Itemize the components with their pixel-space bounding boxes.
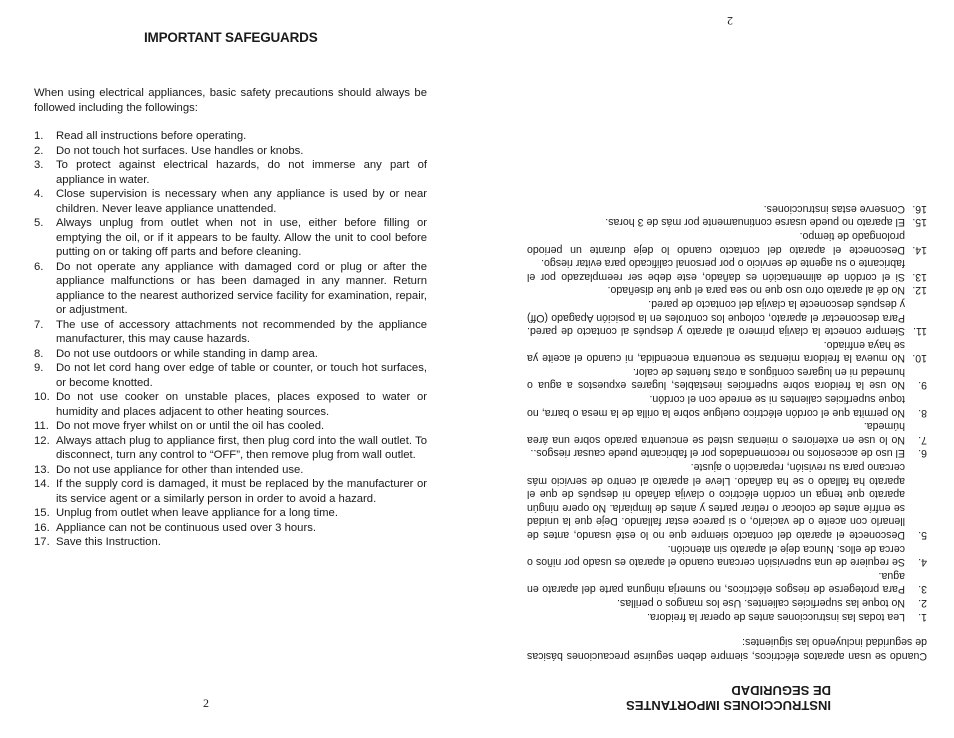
list-item <box>34 129 427 144</box>
item-number: 10. <box>34 391 50 403</box>
list-item <box>34 318 427 347</box>
item-text: Do not use appliance for other than intended use. <box>56 463 304 476</box>
list-item <box>34 477 427 506</box>
item-number: 7. <box>34 318 44 331</box>
item-text: Se requiere de una supervisión cercana cuando el aparato es usado por niños o cerca de ellos. Nunca deje el aparato sin atención. <box>527 542 905 569</box>
english-page <box>34 30 427 550</box>
spanish-list-item <box>527 364 927 391</box>
list-item <box>34 535 427 550</box>
item-text: The use of accessory attachments not recommended by the appliance manufacturer, this may cause hazards. <box>56 318 427 345</box>
item-text: No use la freidora sobre superficies inestables, lugares expuestos a agua o humedad ni en lugares contiguos a otras fuentes de calor. <box>527 365 905 392</box>
item-text: Do not touch hot surfaces. Use handles or knobs. <box>56 144 304 157</box>
item-number: 17. <box>34 536 50 548</box>
item-number: 8. <box>918 406 927 419</box>
item-text: Para protegerse de riesgos eléctricos, no sumerja ninguna parte del aparato en agua. <box>527 569 905 596</box>
item-number: 15. <box>912 216 927 229</box>
list-item <box>34 158 427 187</box>
item-number: 7. <box>918 433 927 446</box>
item-text: Always unplug from outlet when not in use, either before filling or emptying the oil, or if it appears to be faulty. Allow the unit to cool before putting on or taking off parts and before cleaning. <box>56 217 427 258</box>
item-number: 16. <box>912 202 927 215</box>
intro-paragraph: When using electrical appliances, basic safety precautions should always be followed including the followings: <box>34 87 427 114</box>
item-text: Do not operate any appliance with damaged cord or plug or after the appliance malfunctions or has been damaged in any manner. Return appliance to the nearest authorized service facility for examination, repair, or adjustment. <box>56 260 427 316</box>
spanish-list-item <box>527 228 927 255</box>
item-text: No permita que el cordón eléctrico cuelgue sobre la orilla de la mesa o barra, no toque superficies calientes ni se enrede con el cordón. <box>527 393 905 419</box>
item-number: 11. <box>34 420 49 432</box>
spanish-list-item <box>527 201 927 215</box>
item-text: Unplug from outlet when leave appliance for a long time. <box>56 507 338 519</box>
item-number: 10. <box>912 352 927 365</box>
item-text: Desconecte el aparato del contacto cuando lo deje durante un periodo prolongado de tiempo. <box>527 229 905 256</box>
item-number: 6. <box>34 260 44 273</box>
spanish-list-item <box>527 541 927 568</box>
item-number: 4. <box>918 556 927 569</box>
spanish-list-item <box>527 568 927 595</box>
list-item <box>34 419 427 434</box>
item-text: Save this Instruction. <box>56 536 161 548</box>
item-number: 11. <box>913 325 927 338</box>
item-number: 12. <box>34 434 50 447</box>
item-text: Read all instructions before operating. <box>56 130 247 142</box>
item-number: 5. <box>918 529 927 542</box>
spanish-page-number: 2 <box>727 14 733 28</box>
list-item <box>34 144 427 159</box>
spanish-safeguards-list <box>527 201 927 622</box>
item-text: Do not let cord hang over edge of table or counter, or touch hot surfaces, or become knotted. <box>56 362 427 389</box>
spanish-page-title: INSTRUCCIONES IMPORTANTES DE SEGURIDAD <box>626 683 831 713</box>
item-text: Do not use cooker on unstable places, places exposed to water or humidity and places adjacent to other heating sources. <box>56 391 427 418</box>
item-text: Appliance can not be continuous used over 3 hours. <box>56 521 317 534</box>
item-text: If the supply cord is damaged, it must be replaced by the manufacturer or its service agent or a similarly person in order to avoid a hazard. <box>56 478 427 505</box>
spanish-list-item <box>527 459 927 541</box>
item-number: 14. <box>34 478 50 490</box>
list-item <box>34 187 427 216</box>
spanish-list-item <box>527 337 927 364</box>
item-text: Close supervision is necessary when any appliance is used by or near children. Never leave appliance unattended. <box>56 188 427 215</box>
page-title: IMPORTANT SAFEGUARDS <box>144 30 318 45</box>
item-number: 1. <box>918 610 927 623</box>
spanish-list-item <box>527 609 927 623</box>
item-number: 15. <box>34 507 50 519</box>
spanish-list-item <box>527 296 927 337</box>
item-text: El aparato no puede usarse continuamente por más de 3 horas. <box>605 216 905 229</box>
list-item <box>34 506 427 521</box>
item-number: 3. <box>34 159 44 171</box>
item-text: Always attach plug to appliance first, then plug cord into the wall outlet. To disconnect, turn any control to “OFF”, then remove plug from wall outlet. <box>56 434 427 461</box>
item-text: No lo use en exteriores o mientras usted se encuentra parado sobre una área húmeda. <box>527 420 905 446</box>
item-number: 9. <box>918 379 927 392</box>
item-number: 13. <box>34 463 50 476</box>
list-item <box>34 463 427 478</box>
item-text: Lea todas las instrucciones antes de operar la freidora. <box>647 610 905 623</box>
item-number: 12. <box>912 284 927 297</box>
item-number: 5. <box>34 217 44 229</box>
item-text: Do not move fryer whilst on or until the oil has cooled. <box>56 420 325 432</box>
item-text: To protect against electrical hazards, do not immerse any part of appliance in water. <box>56 159 427 186</box>
item-text: Conserve estas instrucciones. <box>763 202 905 215</box>
list-item <box>34 216 427 260</box>
page-number: 2 <box>203 696 209 710</box>
spanish-list-item <box>527 595 927 609</box>
item-number: 6. <box>918 447 927 460</box>
spanish-list-item <box>527 446 927 460</box>
list-item <box>34 347 427 362</box>
item-text: Si el cordón de alimentación es dañado, este debe ser reemplazado por el fabricante o su agente de servicio o por personal calificado para evitar riesgo. <box>527 257 905 283</box>
spanish-list-item <box>527 419 927 446</box>
spanish-page-upside-down <box>527 14 927 713</box>
list-item <box>34 361 427 390</box>
item-number: 8. <box>34 347 44 360</box>
safeguards-list <box>34 129 427 550</box>
list-item <box>34 521 427 536</box>
item-text: No dé al aparato otro uso que no sea para el que fue diseñado. <box>607 284 905 297</box>
item-text: No toque las superficies calientes. Use los mangos o perillas. <box>617 597 905 609</box>
list-item <box>34 260 427 318</box>
spanish-list-item <box>527 215 927 229</box>
item-text: Do not use outdoors or while standing in damp area. <box>56 347 318 360</box>
item-number: 2. <box>34 144 44 157</box>
item-number: 3. <box>918 583 927 596</box>
item-number: 14. <box>912 243 927 256</box>
spanish-list-item <box>527 256 927 283</box>
item-number: 9. <box>34 362 44 374</box>
item-text: El uso de accesorios no recomendados por el fabricante puede causar riesgos.. <box>530 447 905 460</box>
item-number: 13. <box>912 270 927 283</box>
spanish-intro-paragraph: Cuando se usan aparatos eléctricos, siempre deben seguirse precauciones básicas de seguridad incluyendo las siguientes: <box>527 635 927 662</box>
spanish-list-item <box>527 283 927 297</box>
list-item <box>34 390 427 419</box>
item-number: 1. <box>34 130 44 142</box>
spanish-list-item <box>527 392 927 419</box>
item-number: 4. <box>34 188 44 200</box>
item-text: Desconecte el aparato del contacto siempre que no lo esté usando, antes de llenarlo con aceite o de vaciarlo, o si parece estar fallando. Deje que la unidad se enfríe antes de colocar o retirar partes y antes de limpiarla. No opere ningún aparato que tenga un cordón eléctrico o clavija dañado ni después de que el aparato ha fallado o se ha dañado. Lleve el aparato al centro de servicio más cercano para su revisión, reparación o ajuste. <box>527 461 905 542</box>
list-item <box>34 434 427 463</box>
item-number: 2. <box>918 597 927 609</box>
item-text: No mueva la freidora mientras se encuentra encendida, ni cuando el aceite ya se haya enfriado. <box>527 338 905 365</box>
item-text: Siempre conecte la clavija primero al aparato y después al contacto de pared. Para desconectar el aparato, coloque los controles en la posición Apagado (Off) y después desconecte la clavija del contacto de pared. <box>527 297 905 338</box>
item-number: 16. <box>34 521 50 534</box>
